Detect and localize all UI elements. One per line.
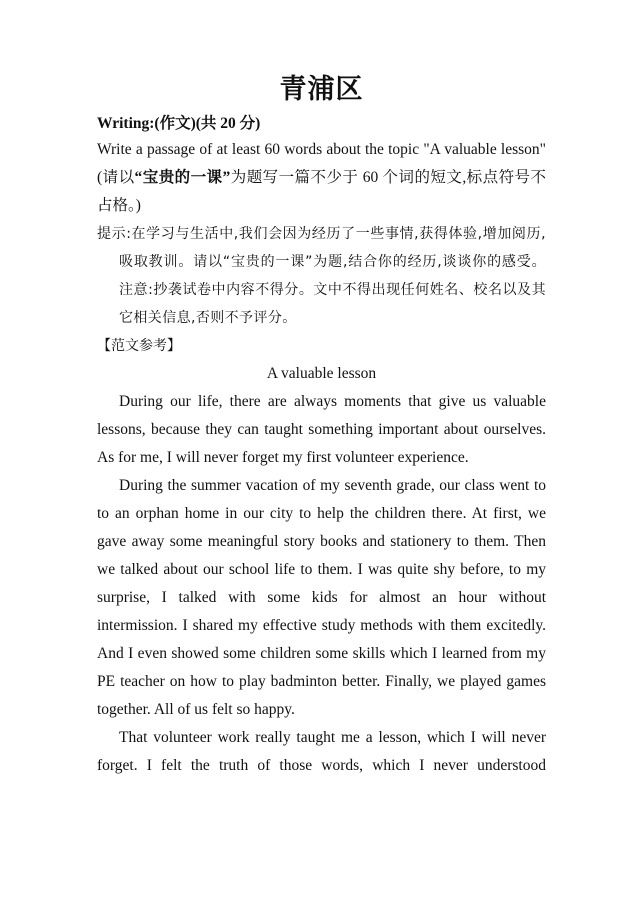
hint-paragraph: 提示:在学习与生活中,我们会因为经历了一些事情,获得体验,增加阅历,吸取教训。请以“宝贵的一课”为题,结合你的经历,谈谈你的感受。注意:抄袭试卷中内容不得分。文中不得出现任何姓名、校名以及其它相关信息,否则不予评分。 — [97, 226, 546, 326]
writing-prompt — [97, 136, 546, 220]
prompt-text-end: 为题写一篇不少于 60 个词的短文,标点符号不占格。) — [97, 169, 546, 214]
section-heading: Writing:(作文)(共 20 分) — [97, 115, 261, 132]
document-page — [97, 70, 546, 780]
page-title: 青浦区 — [279, 74, 364, 105]
essay-paragraph: During our life, there are always moments that give us valuable lessons, because they can taught something important about ourselves. As for me, I will never forget my first volunteer experience. — [97, 393, 546, 466]
prompt-text-start: Write a passage of at least 60 words about the topic "A valuable lesson"(请以 — [97, 141, 546, 186]
essay-title: A valuable lesson — [266, 365, 377, 382]
essay-paragraph: That volunteer work really taught me a lesson, which I will never forget. I felt the truth of those words, which I never understood — [97, 729, 546, 774]
reference-label: 【范文参考】 — [97, 338, 181, 354]
essay-paragraph: During the summer vacation of my seventh grade, our class went to to an orphan home in our city to help the children there. At first, we gave away some meaningful story books and stationery to them. Then we talked about our school life to them. I was quite shy before, to my surprise, I talked with some kids for almost an hour without intermission. I shared my effective study methods with them excitedly. And I even showed some children some skills which I learned from my PE teacher on how to play badminton better. Finally, we played games together. All of us felt so happy. — [97, 477, 546, 718]
prompt-topic-bold: “宝贵的一课” — [134, 169, 231, 186]
